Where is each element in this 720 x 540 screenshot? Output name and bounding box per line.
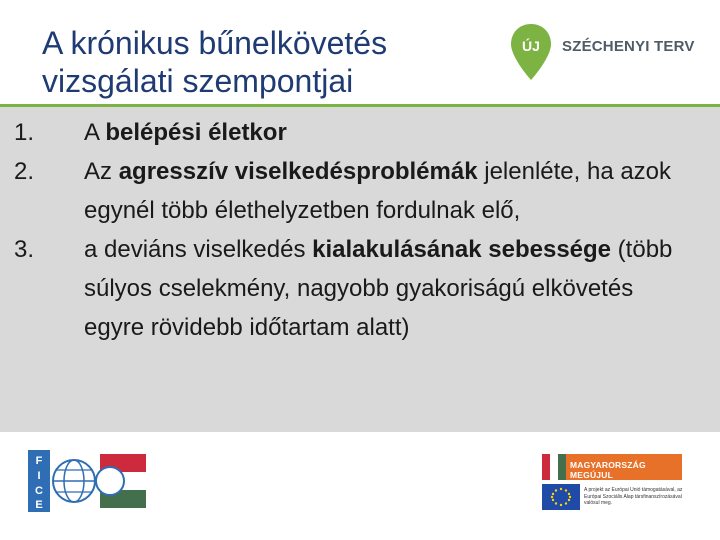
item-text: jelenléte, ha azok egynél több élethelyzetben fordulnak elő, [84, 158, 672, 224]
pin-icon [508, 22, 554, 84]
title-line-1: A krónikus bűnelkövetés [42, 25, 388, 61]
item-emphasis: kialakulásának sebessége [312, 236, 612, 263]
szechenyi-terv-text: SZÉCHENYI TERV [562, 38, 695, 55]
item-emphasis: belépési életkor [105, 119, 287, 146]
item-text: A [84, 119, 106, 146]
fice-letter: I [37, 470, 41, 482]
szechenyi-terv-logo [508, 22, 708, 84]
fice-letter: C [35, 485, 43, 497]
list-item [14, 152, 694, 230]
content-panel [0, 107, 720, 432]
fice-logo [28, 450, 148, 512]
list-number: 3. [14, 236, 35, 263]
fice-letter: E [35, 499, 43, 511]
item-text: a deviáns viselkedés [84, 236, 313, 263]
criteria-list [14, 113, 694, 347]
eu-notice-text: A projekt az Európai Unió támogatásával, az Európai Szociális Alap társfinanszírozásával valósul meg. [584, 487, 683, 506]
szt-badge-text: ÚJ [522, 38, 540, 54]
list-item [14, 230, 694, 347]
fice-letter: F [35, 455, 43, 467]
item-text: (több súlyos cselekmény, nagyobb gyakoriságú elkövetés egyre rövidebb időtartam alatt) [84, 236, 673, 341]
globe-icon [53, 460, 95, 502]
item-emphasis: agresszív viselkedésproblémák [118, 158, 478, 185]
list-number: 1. [14, 119, 35, 146]
mm-logo-text: MAGYARORSZÁG MEGÚJUL [570, 460, 646, 480]
list-number: 2. [14, 158, 35, 185]
item-text: Az [84, 158, 119, 185]
page-title [42, 24, 502, 100]
eu-notice [542, 484, 692, 512]
list-item [14, 113, 694, 152]
fice-logo-graphic [28, 450, 148, 512]
hungarian-flag-icon [96, 454, 146, 508]
title-line-2: vizsgálati szempontjai [42, 63, 354, 99]
magyarorszag-megujul-logo [542, 454, 682, 480]
eu-flag-icon [542, 484, 580, 510]
